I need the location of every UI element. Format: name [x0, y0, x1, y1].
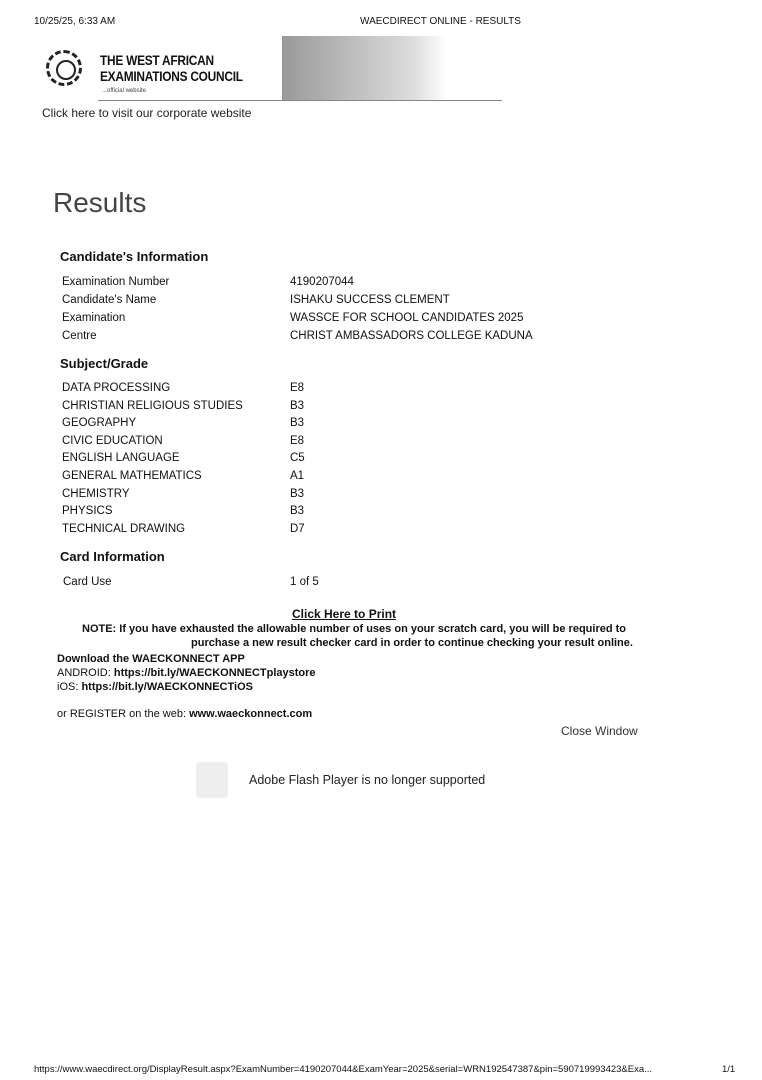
print-datetime: 10/25/25, 6:33 AM: [34, 16, 116, 27]
flash-unsupported-message: Adobe Flash Player is no longer supported: [249, 773, 486, 787]
subject-grade: B3: [290, 417, 305, 430]
print-footer-url: https://www.waecdirect.org/DisplayResult.aspx?ExamNumber=4190207044&ExamYear=2025&serial=WRN192547387&pin=590719993423&Exa...: [34, 1064, 653, 1075]
subject-grade: B3: [290, 399, 305, 412]
page-title: Results: [53, 187, 147, 218]
print-page-number: 1/1: [722, 1064, 736, 1075]
subject-grade-heading: Subject/Grade: [60, 356, 149, 371]
subject-name: GENERAL MATHEMATICS: [62, 470, 202, 482]
header-divider: [98, 100, 502, 101]
subject-name: CIVIC EDUCATION: [62, 434, 163, 447]
subject-grade: D7: [290, 522, 305, 535]
print-link[interactable]: Click Here to Print: [292, 607, 397, 621]
subject-grade: E8: [290, 434, 305, 447]
candidate-field-label: Examination: [62, 312, 126, 324]
candidate-field-value: 4190207044: [290, 276, 354, 288]
subject-grade: C5: [290, 452, 305, 465]
waec-seal-icon: [46, 50, 82, 86]
subject-grade: B3: [290, 487, 305, 500]
subject-name: GEOGRAPHY: [62, 417, 137, 430]
card-use-value: 1 of 5: [290, 576, 319, 588]
subject-name: CHRISTIAN RELIGIOUS STUDIES: [62, 399, 243, 412]
close-window-link[interactable]: Close Window: [561, 724, 638, 738]
ios-link[interactable]: https://bit.ly/WAECKONNECTiOS: [81, 681, 253, 693]
corporate-website-link[interactable]: Click here to visit our corporate website: [42, 106, 252, 120]
plugin-puzzle-icon: [196, 762, 228, 798]
candidate-field-value: WASSCE FOR SCHOOL CANDIDATES 2025: [290, 312, 524, 324]
subject-name: PHYSICS: [62, 505, 113, 518]
note-line-2: purchase a new result checker card in order to continue checking your result online.: [191, 637, 633, 649]
candidate-info-heading: Candidate's Information: [60, 249, 209, 264]
android-line: ANDROID: https://bit.ly/WAECKONNECTplaystore: [57, 667, 316, 679]
register-link[interactable]: www.waeckonnect.com: [189, 708, 313, 720]
register-line: or REGISTER on the web: www.waeckonnect.com: [57, 708, 313, 720]
waec-logo-text: THE WEST AFRICAN EXAMINATIONS COUNCIL: [100, 52, 243, 84]
android-link[interactable]: https://bit.ly/WAECKONNECTplaystore: [113, 667, 316, 679]
print-page-title: WAECDIRECT ONLINE - RESULTS: [360, 16, 521, 27]
subject-name: CHEMISTRY: [62, 487, 130, 500]
note-line-1: NOTE: If you have exhausted the allowable number of uses on your scratch card, you will be required to: [82, 623, 627, 635]
app-heading: Download the WAECKONNECT APP: [57, 653, 245, 665]
subject-name: ENGLISH LANGUAGE: [62, 452, 180, 465]
candidate-field-label: Candidate's Name: [62, 294, 157, 306]
card-use-label: Card Use: [63, 576, 112, 588]
header-banner-image: [282, 36, 447, 100]
logo-tagline: ...official website: [102, 88, 146, 94]
subject-name: DATA PROCESSING: [62, 382, 171, 394]
candidate-field-value: ISHAKU SUCCESS CLEMENT: [290, 294, 450, 306]
subject-grade: E8: [290, 382, 305, 394]
subject-grade: B3: [290, 505, 305, 518]
candidate-field-label: Centre: [62, 330, 97, 342]
candidate-field-value: CHRIST AMBASSADORS COLLEGE KADUNA: [290, 330, 533, 342]
subject-name: TECHNICAL DRAWING: [62, 522, 186, 535]
candidate-field-label: Examination Number: [62, 276, 170, 288]
ios-line: iOS: https://bit.ly/WAECKONNECTiOS: [57, 681, 253, 693]
subject-grade: A1: [290, 470, 305, 482]
card-info-heading: Card Information: [60, 549, 165, 564]
